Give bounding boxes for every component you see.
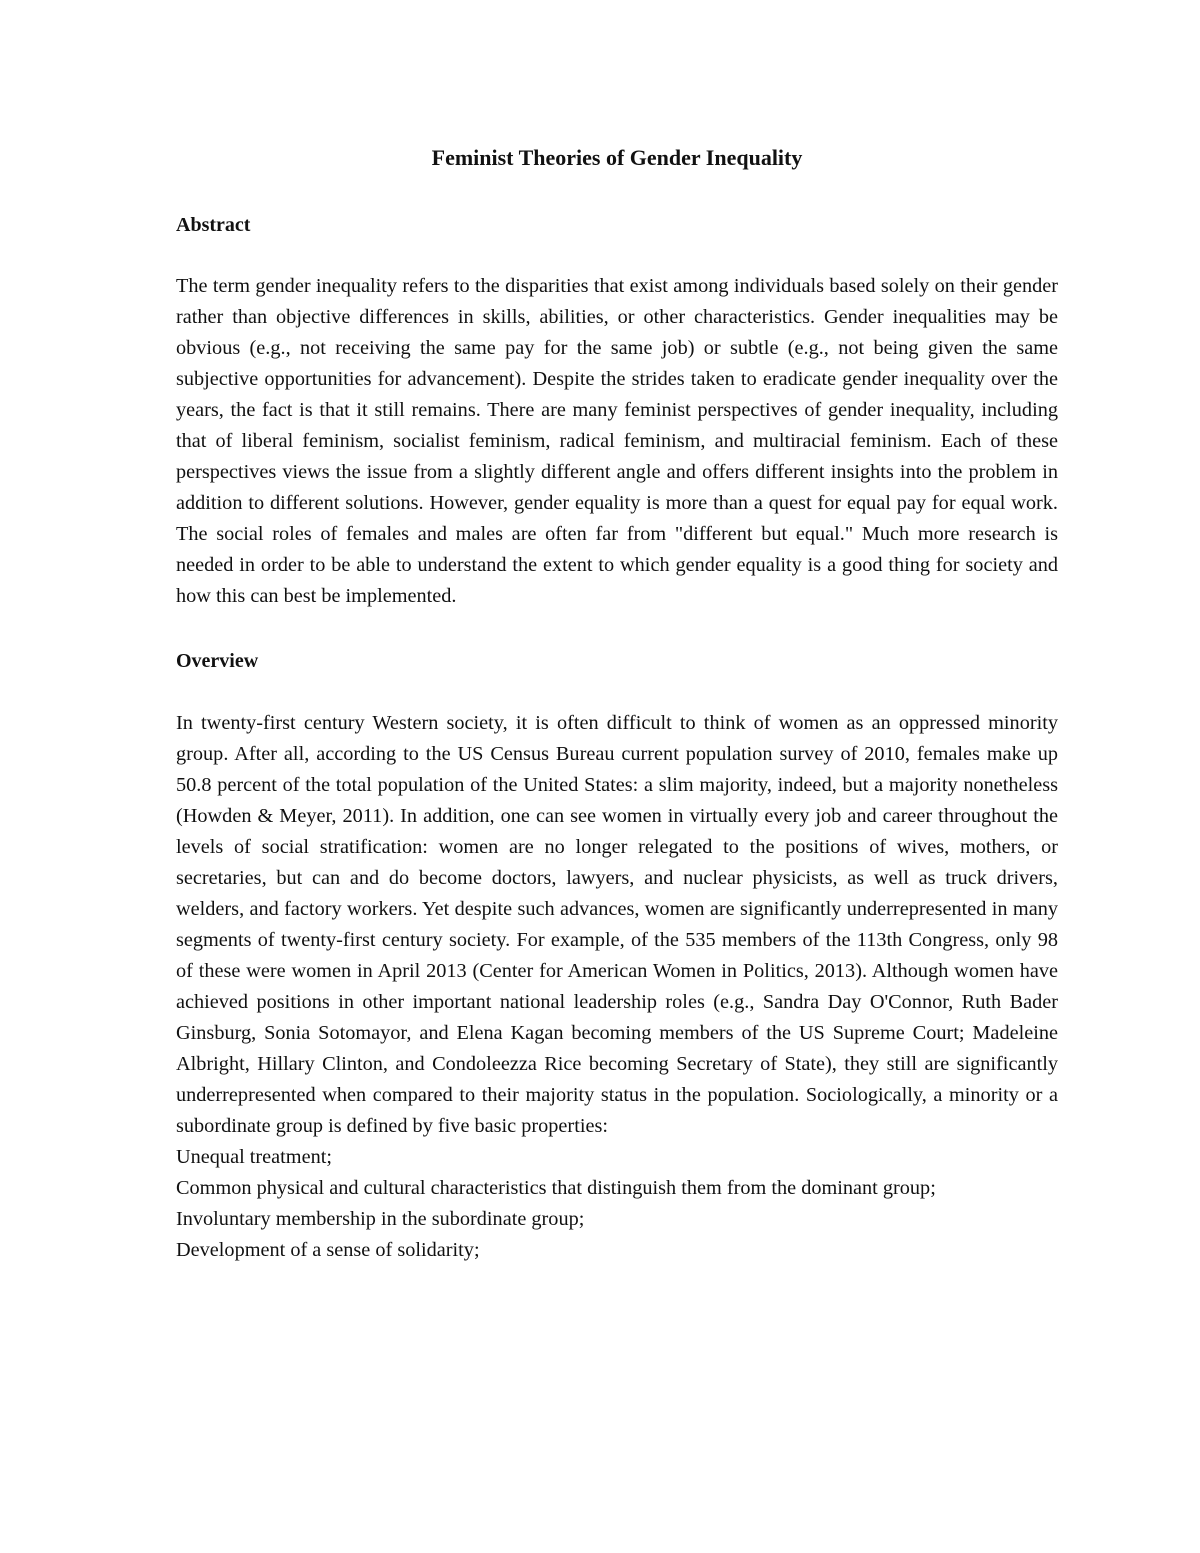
abstract-heading: Abstract xyxy=(176,214,251,236)
overview-paragraph: In twenty-first century Western society, it is often difficult to think of women as an oppressed minority group. After all, according to the US Census Bureau current population survey of 2010, females make up 50.8 percent of the total population of the United States: a slim majority, indeed, but a majority nonetheless (Howden & Meyer, 2011). In addition, one can see women in virtually every job and career throughout the levels of social stratification: women are no longer relegated to the positions of wives, mothers, or secretaries, but can and do become doctors, lawyers, and nuclear physicists, as well as truck drivers, welders, and factory workers. Yet despite such advances, women are significantly underrepresented in many segments of twenty-first century society. For example, of the 535 members of the 113th Congress, only 98 of these were women in April 2013 (Center for American Women in Politics, 2013). Although women have achieved positions in other important national leadership roles (e.g., Sandra Day O'Connor, Ruth Bader Ginsburg, Sonia Sotomayor, and Elena Kagan becoming members of the US Supreme Court; Madeleine Albright, Hillary Clinton, and Condoleezza Rice becoming Secretary of State), they still are significantly underrepresented when compared to their majority status in the population. Sociologically, a minority or a subordinate group is defined by five basic properties: xyxy=(176,712,1058,1137)
minority-properties-list xyxy=(176,1142,1058,1266)
list-item: Involuntary membership in the subordinate group; xyxy=(176,1208,585,1230)
document-title: Feminist Theories of Gender Inequality xyxy=(431,145,803,170)
overview-heading: Overview xyxy=(176,650,259,672)
list-item: Development of a sense of solidarity; xyxy=(176,1239,480,1261)
document-page xyxy=(176,140,1058,1266)
list-item: Common physical and cultural characteristics that distinguish them from the dominant group; xyxy=(176,1177,936,1199)
abstract-paragraph: The term gender inequality refers to the disparities that exist among individuals based solely on their gender rather than objective differences in skills, abilities, or other characteristics. Gender inequalities may be obvious (e.g., not receiving the same pay for the same job) or subtle (e.g., not being given the same subjective opportunities for advancement). Despite the strides taken to eradicate gender inequality over the years, the fact is that it still remains. There are many feminist perspectives of gender inequality, including that of liberal feminism, socialist feminism, radical feminism, and multiracial feminism. Each of these perspectives views the issue from a slightly different angle and offers different insights into the problem in addition to different solutions. However, gender equality is more than a quest for equal pay for equal work. The social roles of females and males are often far from "different but equal." Much more research is needed in order to be able to understand the extent to which gender equality is a good thing for society and how this can best be implemented. xyxy=(176,275,1058,607)
list-item: Unequal treatment; xyxy=(176,1146,332,1168)
